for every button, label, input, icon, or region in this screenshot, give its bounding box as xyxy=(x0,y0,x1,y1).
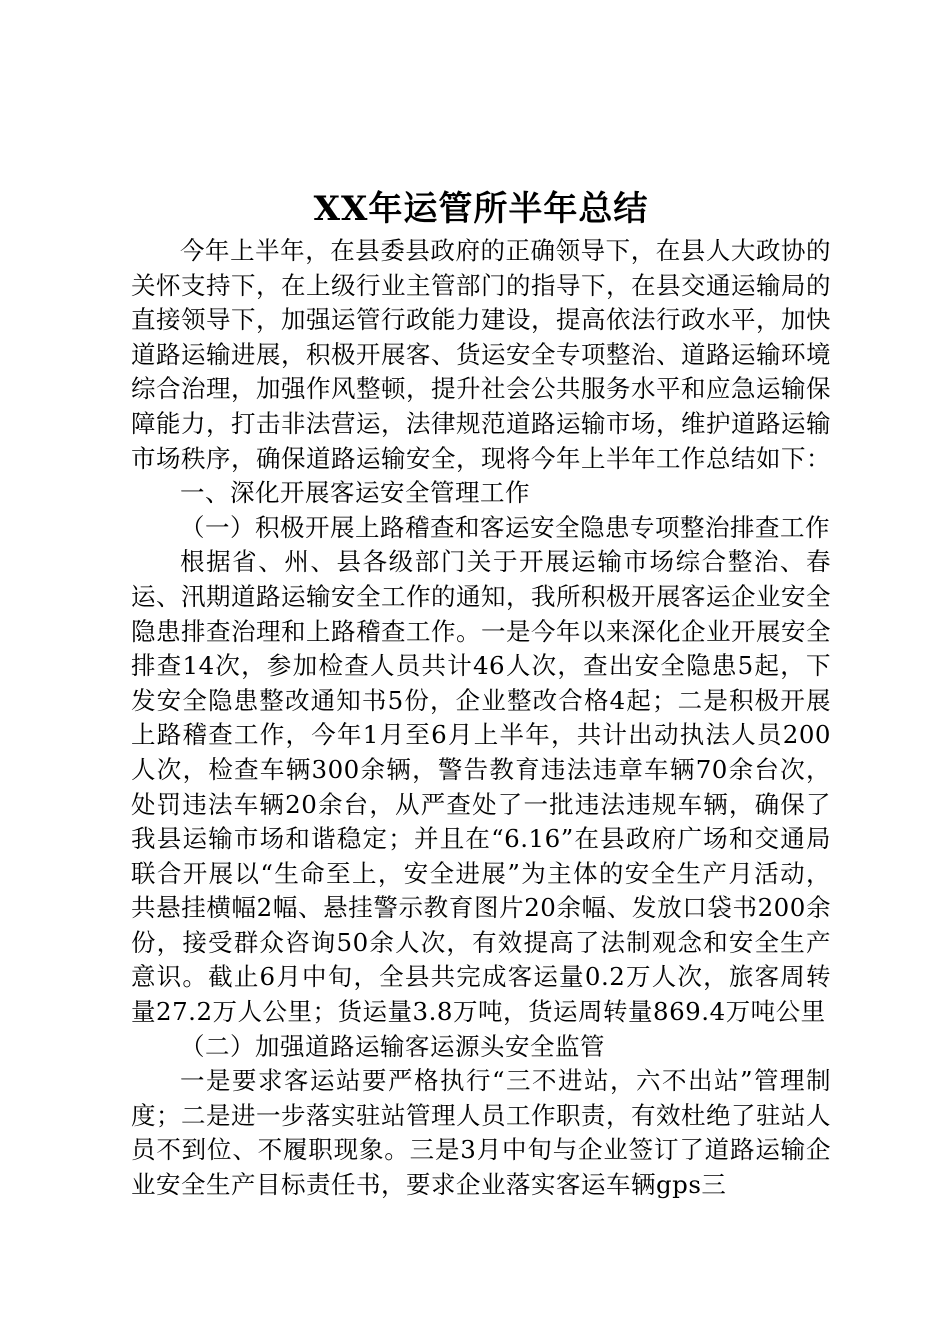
intro-paragraph: 今年上半年，在县委县政府的正确领导下，在县人大政协的关怀支持下，在上级行业主管部门的指导下，在县交通运输局的直接领导下，加强运管行政能力建设，提高依法行政水平，加快道路运输进展，积极开展客、货运安全专项整治、道路运输环境综合治理，加强作风整顿，提升社会公共服务水平和应急运输保障能力，打击非法营运，法律规范道路运输市场，维护道路运输市场秩序，确保道路运输安全，现将今年上半年工作总结如下： xyxy=(131,236,831,473)
subsection-body-1: 根据省、州、县各级部门关于开展运输市场综合整治、春运、汛期道路运输安全工作的通知，我所积极开展客运企业安全隐患排查治理和上路稽查工作。一是今年以来深化企业开展安全排查14次，参加检查人员共计46人次，查出安全隐患5起，下发安全隐患整改通知书5份，企业整改合格4起；二是积极开展上路稽查工作，今年1月至6月上半年，共计出动执法人员200人次，检查车辆300余辆，警告教育违法违章车辆70余台次，处罚违法车辆20余台，从严查处了一批违法违规车辆，确保了我县运输市场和谐稳定；并且在“6.16”在县政府广场和交通局联合开展以“生命至上，安全进展”为主体的安全生产月活动，共悬挂横幅2幅、悬挂警示教育图片20余幅、发放口袋书200余份，接受群众咨询50余人次，有效提高了法制观念和安全生产意识。截止6月中旬，全县共完成客运量0.2万人次，旅客周转量27.2万人公里；货运量3.8万吨，货运周转量869.4万吨公里 xyxy=(131,547,831,1027)
subsection-heading-1: （一）积极开展上路稽查和客运安全隐患专项整治排查工作 xyxy=(180,512,830,542)
section-heading: 一、深化开展客运安全管理工作 xyxy=(180,478,530,508)
subsection-heading-2: （二）加强道路运输客运源头安全监管 xyxy=(180,1031,605,1061)
subsection-body-2: 一是要求客运站要严格执行“三不进站，六不出站”管理制度；二是进一步落实驻站管理人员工作职责，有效杜绝了驻站人员不到位、不履职现象。三是3月中旬与企业签订了道路运输企业安全生产目标责任书，要求企业落实客运车辆gps三 xyxy=(131,1066,831,1200)
document-title: XX年运管所半年总结 xyxy=(313,189,649,229)
document-page xyxy=(131,188,831,1203)
